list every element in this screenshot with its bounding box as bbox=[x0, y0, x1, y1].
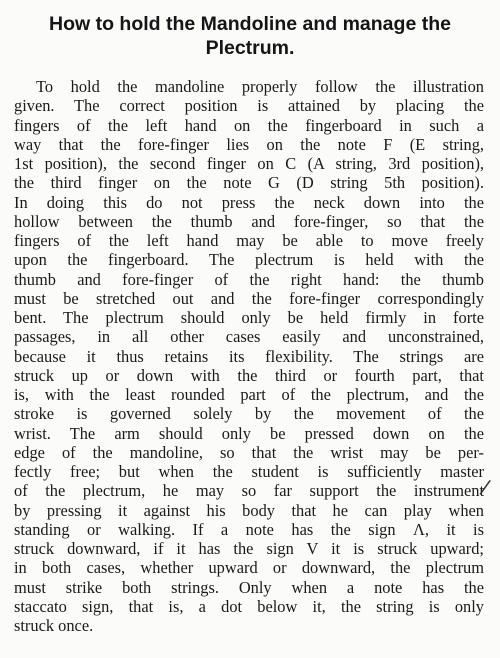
paragraph-line: must be stretched out and the fore-finger correspondingly bbox=[14, 288, 484, 308]
paragraph-line: To hold the mandoline properly follow the illustration bbox=[36, 77, 484, 96]
title-line-2: Plectrum. bbox=[205, 37, 295, 59]
paragraph-line: passages, in all other cases easily and unconstrained, bbox=[14, 327, 484, 347]
paragraph-line: upon the fingerboard. The plectrum is held with the bbox=[14, 250, 484, 270]
paragraph-line: must strike both strings. Only when a note has the bbox=[14, 577, 484, 597]
paragraph-line: struck downward, if it has the sign V it is struck upward; bbox=[14, 539, 484, 558]
paragraph-line: given. The correct position is attained by placing the bbox=[14, 96, 484, 116]
paragraph-line: stroke is governed solely by the movement of the bbox=[14, 404, 484, 424]
paragraph-line: wrist. The arm should only be pressed down on the bbox=[14, 423, 484, 443]
paragraph-line: edge of the mandoline, so that the wrist may be per- bbox=[14, 442, 484, 462]
paragraph-line: standing or walking. If a note has the sign Λ, it is bbox=[14, 519, 484, 539]
paragraph-line: the third finger on the note G (D string 5th position). bbox=[14, 173, 484, 193]
paragraph-line: by pressing it against his body that he can play when bbox=[14, 500, 484, 520]
paragraph-line: thumb and fore-finger of the right hand: the thumb bbox=[14, 269, 484, 289]
paragraph-line: fingers of the left hand may be able to move freely bbox=[14, 231, 484, 250]
paragraph-line: hollow between the thumb and fore-finger, so that the bbox=[14, 211, 484, 231]
paragraph-line: 1st position), the second finger on C (A string, 3rd position), bbox=[14, 154, 484, 173]
margin-pencil-mark: / bbox=[478, 474, 493, 500]
paragraph-line: struck up or down with the third or fourth part, that bbox=[14, 365, 484, 385]
paragraph-line: staccato sign, that is, a dot below it, the string is only bbox=[14, 596, 484, 616]
title-line-1: How to hold the Mandoline and manage the bbox=[49, 13, 451, 35]
body-paragraph bbox=[14, 77, 484, 635]
paragraph-line: fingers of the left hand on the fingerboard in such a bbox=[14, 115, 484, 135]
page-title bbox=[0, 12, 500, 60]
paragraph-line: struck once. bbox=[14, 616, 94, 635]
paragraph-line: way that the fore-finger lies on the note F (E string, bbox=[14, 134, 484, 154]
paragraph-line: fectly free; but when the student is sufficiently master bbox=[14, 462, 484, 481]
paragraph-line: of the plectrum, he may so far support the instrument bbox=[14, 481, 484, 501]
paragraph-line: in both cases, whether upward or downward, the plectrum bbox=[14, 558, 484, 578]
paragraph-line: is, with the least rounded part of the plectrum, and the bbox=[14, 385, 484, 404]
paragraph-line: because it thus retains its flexibility. The strings are bbox=[14, 346, 484, 366]
paragraph-line: In doing this do not press the neck down into the bbox=[14, 192, 484, 212]
paragraph-line: bent. The plectrum should only be held firmly in forte bbox=[14, 308, 484, 327]
